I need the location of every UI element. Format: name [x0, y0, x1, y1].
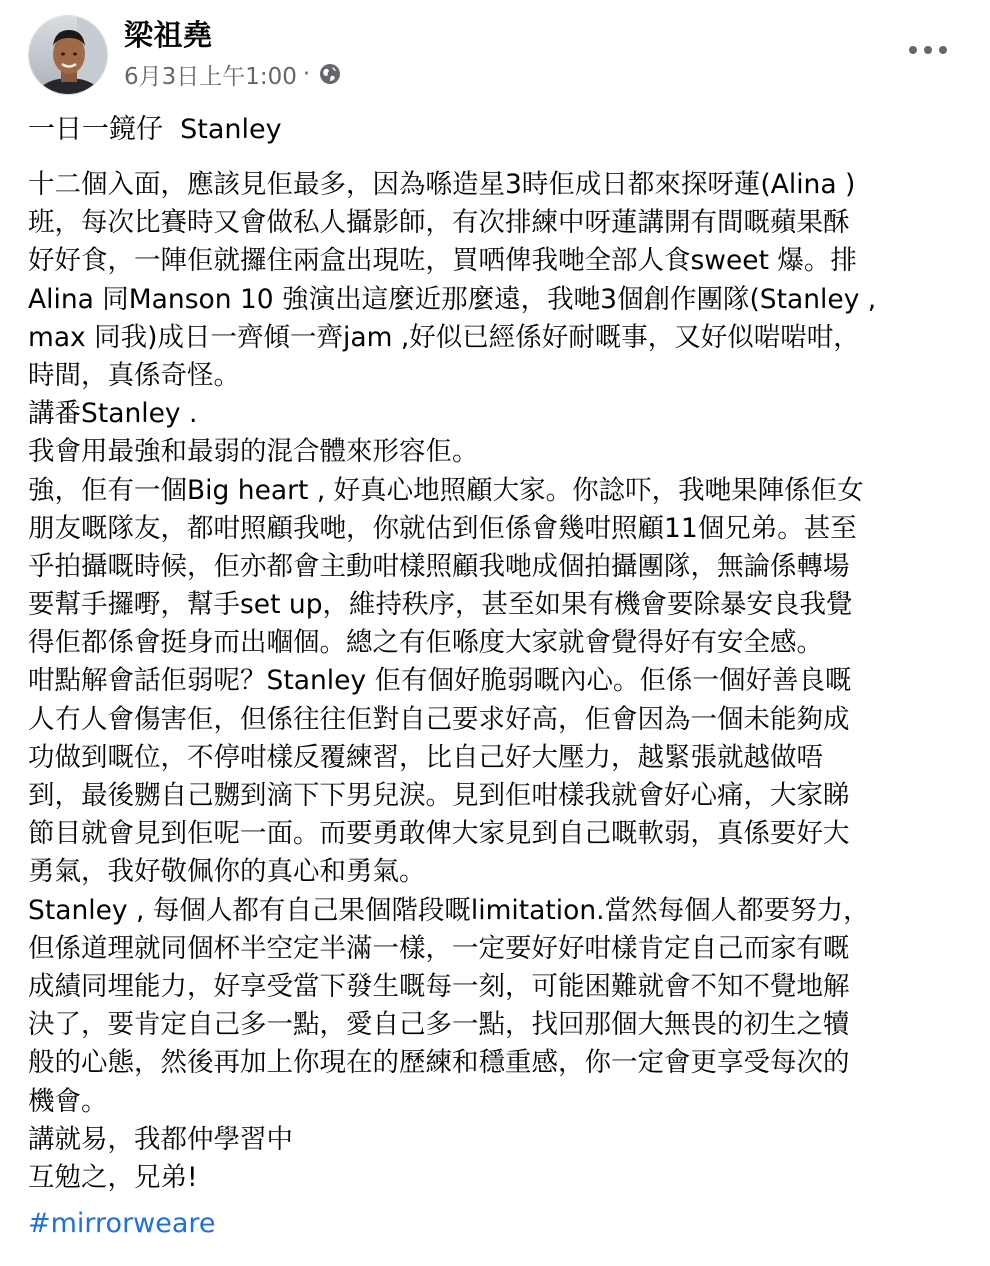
body-line: 朋友嘅隊友，都咁照顧我哋，你就估到佢係會幾咁照顧11個兄弟。甚至	[28, 512, 857, 544]
body-line: 班，每次比賽時又會做私人攝影師，有次排練中呀蓮講開有間嘅蘋果酥	[28, 207, 850, 239]
body-line: 人冇人會傷害佢，但係往往佢對自己要求好高，佢會因為一個未能夠成	[28, 703, 850, 735]
body-line: 互勉之，兄弟!	[28, 1161, 198, 1193]
avatar-image	[29, 16, 108, 95]
body-line: 好好食，一陣佢就攞住兩盒出現咗，買哂俾我哋全部人食sweet 爆。排	[28, 245, 857, 277]
body-line: Alina 同Manson 10 強演出這麼近那麼遠，我哋3個創作團隊(Stanley ,	[28, 283, 877, 315]
post-body	[28, 166, 968, 1197]
body-line: 要幫手攞嘢，幫手set up，維持秩序，甚至如果有機會要除暴安良我覺	[28, 589, 853, 621]
body-line: 十二個入面，應該見佢最多，因為喺造星3時佢成日都來探呀蓮(Alina )	[28, 169, 856, 200]
body-line: 到，最後嬲自己嬲到滴下下男兒淚。見到佢咁樣我就會好心痛，大家睇	[28, 780, 850, 811]
body-line: 機會。	[28, 1085, 108, 1117]
meta-separator: ·	[302, 61, 311, 87]
body-line: 咁點解會話佢弱呢？Stanley 佢有個好脆弱嘅內心。佢係一個好善良嘅	[28, 665, 852, 697]
body-line: 決了，要肯定自己多一點，愛自己多一點，找回那個大無畏的初生之犢	[28, 1009, 850, 1041]
body-line: 功做到嘅位，不停咁樣反覆練習，比自己好大壓力，越緊張就越做唔	[28, 741, 823, 773]
body-line: 勇氣，我好敬佩你的真心和勇氣。	[28, 856, 426, 888]
body-line: max 同我)成日一齊傾一齊jam ,好似已經係好耐嘅事，又好似啱啱咁，	[28, 321, 860, 353]
hashtag-link[interactable]: #mirrorweare	[28, 1208, 216, 1239]
more-options-button[interactable]	[905, 30, 951, 70]
post-timestamp[interactable]: 6月3日上午1:00	[124, 63, 297, 90]
more-options-icon	[909, 46, 947, 54]
body-line: 節目就會見到佢呢一面。而要勇敢俾大家見到自己嘅軟弱，真係要好大	[28, 818, 850, 850]
globe-icon[interactable]	[318, 62, 342, 86]
body-line: 成績同埋能力，好享受當下發生嘅每一刻，可能困難就會不知不覺地解	[28, 970, 850, 1002]
post-title: 一日一鏡仔 Stanley	[28, 114, 282, 145]
body-line: 強，佢有一個Big heart , 好真心地照顧大家。你諗吓，我哋果陣係佢女	[28, 474, 864, 506]
body-line: Stanley , 每個人都有自己果個階段嘅limitation.當然每個人都要努力，	[28, 894, 870, 926]
post-meta	[124, 58, 342, 90]
body-line: 時間，真係奇怪。	[28, 359, 240, 391]
author-name[interactable]: 梁祖堯	[124, 18, 213, 52]
body-line: 得佢都係會挺身而出嗰個。總之有佢喺度大家就會覺得好有安全感。	[28, 627, 823, 659]
body-line: 我會用最強和最弱的混合體來形容佢。	[28, 436, 479, 468]
body-line: 講就易，我都仲學習中	[28, 1123, 293, 1155]
body-line: 乎拍攝嘅時候，佢亦都會主動咁樣照顧我哋成個拍攝團隊，無論係轉場	[28, 550, 850, 582]
body-line: 般的心態，然後再加上你現在的歷練和穩重感，你一定會更享受每次的	[28, 1047, 850, 1079]
author-avatar[interactable]	[28, 15, 108, 95]
body-line: 講番Stanley .	[28, 398, 198, 430]
body-line: 但係道理就同個杯半空定半滿一樣，一定要好好咁樣肯定自己而家有嘅	[28, 932, 850, 964]
